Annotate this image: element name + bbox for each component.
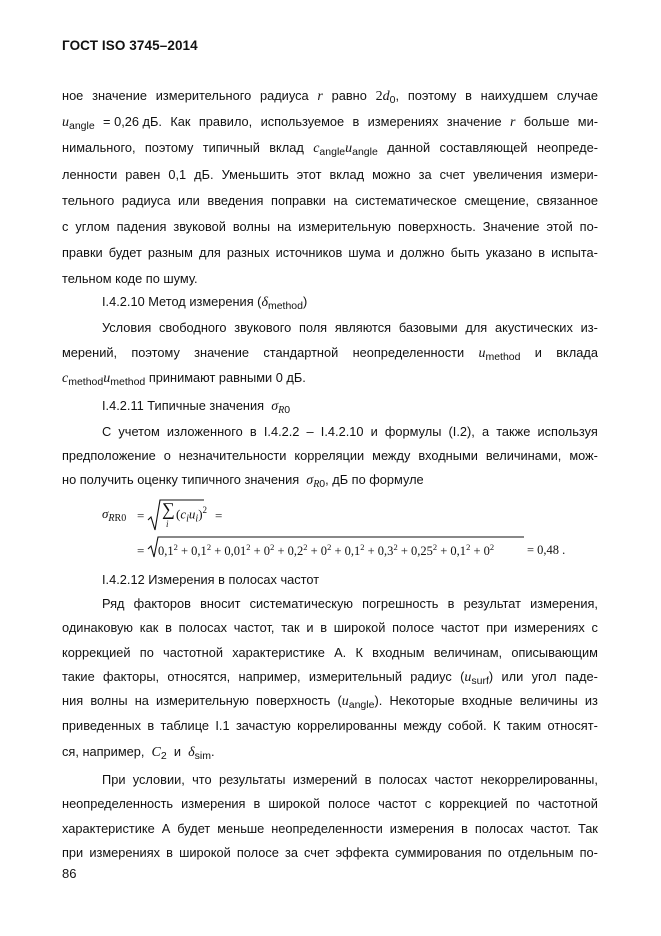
text-line: неопределенность измерения в широкой полосе частот с коррекцией по частотной	[62, 796, 598, 812]
text-line: Условия свободного звукового поля являются базовыми для акустических из-	[102, 320, 598, 335]
sigma-r0-symbol: $\sigma_{R0}$	[306, 473, 326, 490]
section-heading-method: I.4.2.10 Метод измерения ( $\delta_{method}$ )	[102, 294, 308, 312]
text-line: мерений, поэтому значение стандартной неопределенности $u_{method}$ и вклада	[62, 345, 598, 363]
text-line: приведенных в таблице I.1 зачастую коррелированны между собой. К таким относят-	[62, 717, 598, 733]
text-line: нимального, поэтому типичный вклад $c_{angle}u_{angle}$ данной составляющей неопреде-	[62, 140, 598, 159]
document-header: ГОСТ ISO 3745–2014	[62, 38, 198, 53]
text-line: с углом падения звуковой волны на измерительную поверхность. Значение этой по-	[62, 219, 598, 234]
text-line: предположение о незначительности корреляции между входными величинами, мож-	[62, 448, 598, 463]
page-number: 86	[62, 866, 77, 881]
text-line: С учетом изложенного в I.4.2.2 – I.4.2.10 и формулы (I.2), а также используя	[102, 424, 598, 439]
text-line: $u_{angle}$ = 0,26 дБ. Как правило, используемое в измерениях значение r больше ми-	[62, 114, 598, 133]
delta-method-symbol: $\delta_{method}$	[261, 295, 303, 312]
formula-terms: $0,1^2 + 0,1^2 + 0,01^2 + 0^2 + 0,2^2 + 0^2 + 0,1^2 + 0,3^2 + 0,25^2 + 0,1^2 + 0^2$	[158, 542, 495, 559]
text-line: тельном коде по шуму.	[62, 271, 198, 287]
text-line: тельного радиуса или введения поправки на систематическое смещение, связанное	[62, 192, 598, 208]
sum-term: $(c_iu_i)^2$	[176, 505, 208, 525]
text-line: ния волны на измерительную поверхность $(u_{angle})$. Некоторые входные величины из	[62, 693, 598, 712]
text-line: характеристике А будет меньше неопределенности измерения в полосах частот. Так	[62, 820, 598, 836]
text-line: одинаковую как в полосах частот, так и в широкой полосе частот при измерениях с	[62, 620, 598, 636]
c-method-u-method-symbol: $c_{method}u_{method}$	[62, 371, 146, 388]
section-heading-typical: I.4.2.11 Типичные значения $\sigma_{R0}$	[102, 398, 598, 419]
section-heading-bands: I.4.2.12 Измерения в полосах частот	[102, 572, 320, 587]
document-page: ГОСТ ISO 3745–2014 ное значение измерительного радиуса r равно $2d_0$, поэтому в наихудшем случае $u_{angle}$ = 0,26 дБ. Как правило, используемое в измерениях значение r больше ми- нимального, поэтому типичный вклад $c_{angle}u_{angle}$ данной составляющей неопреде- ленности равен 0,1 дБ. Уменьшить этот вклад можно за счет увеличения измери- тельного радиуса или введения поправки на систематическое смещение, связанное с углом падения звуковой волны на измерительную поверхность. Значение этой по- правки будет разным для разных источников шума и должно быть указано в испыта- тельном коде по шуму. I.4.2.10 Метод измерения ( $\delta_{method}$ ) Условия свободного звукового поля являются базовыми для акустических из- мерений, поэтому значение стандартной неопределенности $u_{method}$ и вклада $c_{method}u_{method}$ принимают равными 0 дБ. I.4.2.11 Типичные значения $\sigma_{R0}$ С учетом изложенного в I.4.2.2 – I.4.2.10 и формулы (I.2), а также используя предположение о незначительности корреляции между входными величинами, мож- но получить оценку типичного значения $\sigma_{R0}$ , дБ по формуле $\sigma_{RR0}$ = ∑ i $(c_iu_i)^2$ = = $0,1^2 + 0,1^2 + 0,01^2 + 0^2 + 0,2^2 + 0^2 + 0,1^2 + 0,3^2 + 0,25^2 + 0,1^2 + 0^2$ = 0,48 . I.4.2.12 Измерения в полосах частот Ряд факторов вносит систематическую погрешность в результат измерения, одинаковую как в полосах частот, так и в широкой полосе частот при измерениях с коррекцией по частотной характеристике А. К входным величинам, описывающим такие факторы, относятся, например, измерительный радиус $(u_{surf})$ или угол паде- ния волны на измерительную поверхность $(u_{angle})$. Некоторые входные величины из приведенных в таблице I.1 зачастую коррелированны между собой. К таким относят- ся, например, $C_2$ и $\delta_{sim}$ . При условии, что результаты измерений в полосах частот некоррелированны, неопределенность измерения в широкой полосе частот с коррекцией по частотной характеристике А будет меньше неопределенности измерения в полосах частот. Так при измерениях в широкой полосе за счет эффекта суммирования по отдельным по- 86	[62, 38, 598, 881]
text-line: такие факторы, относятся, например, измерительный радиус $(u_{surf})$ или угол паде-	[62, 668, 598, 687]
formula-line-1: $\sigma_{RR0}$	[102, 506, 127, 524]
paragraph-typical-last-line: но получить оценку типичного значения $\sigma_{R0}$ , дБ по формуле	[62, 472, 598, 493]
text-line: Ряд факторов вносит систематическую погрешность в результат измерения,	[102, 596, 598, 611]
paragraph-bands-last-line: ся, например, $C_2$ и $\delta_{sim}$ .	[62, 744, 215, 762]
text-line: коррекцией по частотной характеристике А. К входным величинам, описывающим	[62, 644, 598, 660]
text-line: При условии, что результаты измерений в полосах частот некоррелированны,	[102, 772, 598, 787]
sigma-r0-symbol: $\sigma_{R0}$	[271, 399, 291, 416]
c2-symbol: $C_2$	[151, 745, 167, 762]
text-line: при измерениях в широкой полосе за счет эффекта суммирования по отдельным по-	[62, 844, 598, 860]
text-line: ное значение измерительного радиуса r равно $2d_0$, поэтому в наихудшем случае	[62, 88, 598, 106]
text-line: правки будет разным для разных источников шума и должно быть указано в испыта-	[62, 245, 598, 261]
sum-sign: ∑	[162, 499, 175, 519]
delta-sim-symbol: $\delta_{sim}$	[188, 745, 211, 762]
text-line: ленности равен 0,1 дБ. Уменьшить этот вклад можно за счет увеличения измери-	[62, 166, 598, 182]
paragraph-method-last-line: $c_{method}u_{method}$ принимают равными 0 дБ.	[62, 370, 306, 388]
